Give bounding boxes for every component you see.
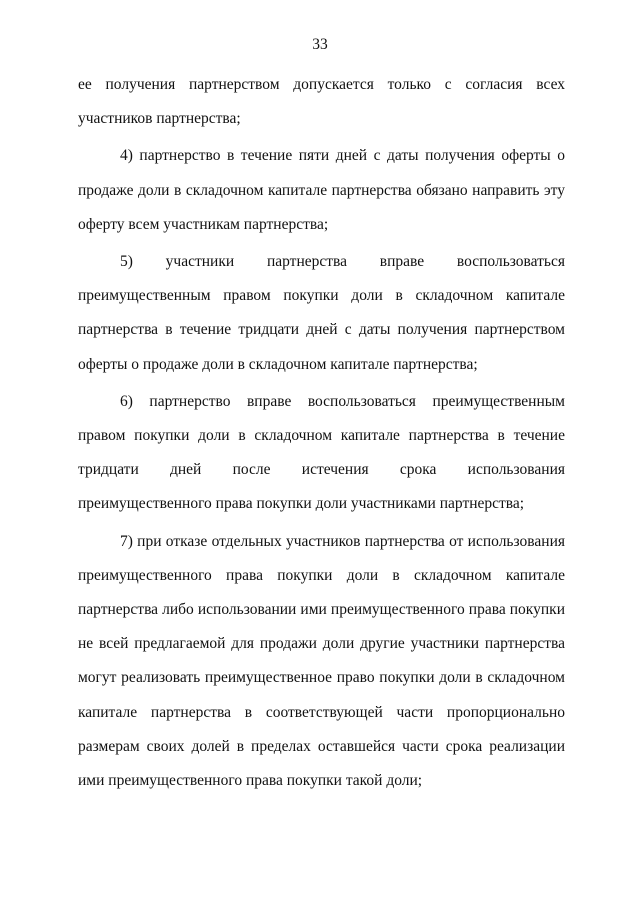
paragraph-item-5: 5) участники партнерства вправе воспользоваться преимущественным правом покупки доли в складочном капитале партнерства в течение тридцати дней с даты получения партнерством оферты о продаже доли в складочном капитале партнерства;	[78, 253, 565, 373]
paragraph-continuation: ее получения партнерством допускается только с согласия всех участников партнерства;	[78, 76, 565, 128]
body-text	[78, 68, 565, 798]
paragraph-item-7: 7) при отказе отдельных участников партнерства от использования преимущественного права покупки доли в складочном капитале партнерства либо использовании ими преимущественного права покупки не всей предлагаемой для продажи доли другие участники партнерства могут реализовать преимущественное право покупки доли в складочном капитале партнерства в соответствующей части пропорционально размерам своих долей в пределах оставшейся части срока реализации ими преимущественного права покупки такой доли;	[78, 532, 565, 790]
paragraph-item-6: 6) партнерство вправе воспользоваться преимущественным правом покупки доли в складочном капитале партнерства в течение тридцати дней после истечения срока использования преимущественного права покупки доли участниками партнерства;	[78, 392, 565, 513]
page-number: 33	[312, 36, 328, 53]
paragraph-item-4: 4) партнерство в течение пяти дней с даты получения оферты о продаже доли в складочном капитале партнерства обязано направить эту оферту всем участникам партнерства;	[78, 147, 565, 233]
